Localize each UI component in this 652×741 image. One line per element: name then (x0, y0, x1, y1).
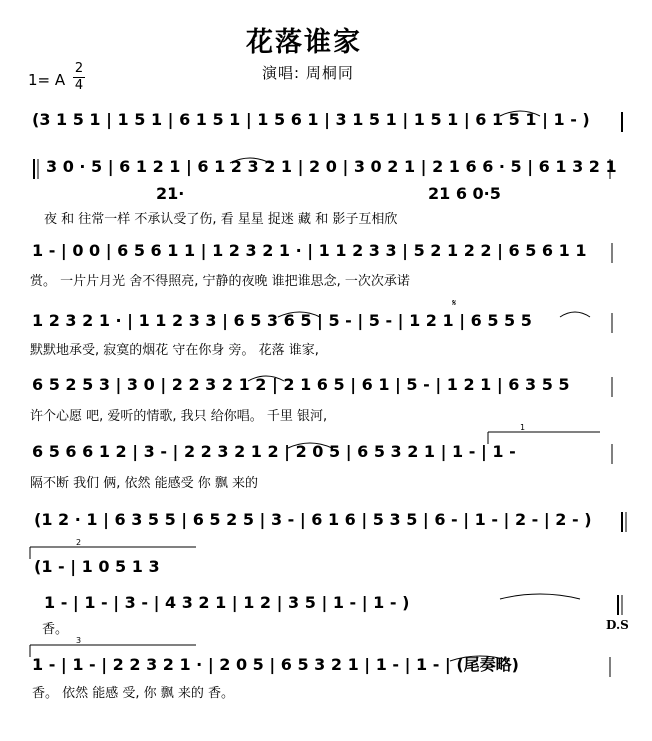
lyric-line-3: 默默地承受, 寂寞的烟花 守在你身 旁。 花落 谁家, (30, 343, 319, 358)
notation-line: (3 1 5 1 | 1 5 1 | 6 1 5 1 | 1 5 6 1 | 3 1 5 1 | 1 5 1 | 6 1 5 1 | 1 - ) (32, 110, 590, 129)
harmony-line: 21· 21 6 0·5 (156, 184, 501, 203)
lyric-line-4: 许个心愿 吧, 爱听的情歌, 我只 给你唱。 千里 银河, (30, 409, 328, 424)
notation-system-7 (0, 510, 652, 534)
key-signature: 1= A (28, 71, 66, 89)
notation-line: (1 - | 1 0 5 1 3 (34, 557, 160, 576)
notation-line: 1 - | 0 0 | 6 5 6 1 1 | 1 2 3 2 1 · | 1 1 2 3 3 | 5 2 1 2 2 | 6 5 6 1 1 (32, 241, 587, 260)
segno-sign: 𝄋 (452, 298, 457, 309)
lyric-line-2: 赏。 一片片月光 舍不得照亮, 宁静的夜晚 谁把谁思念, 一次次承诺 (30, 274, 410, 289)
notation-system-10 (0, 636, 652, 679)
notation-line: (1 2 · 1 | 6 3 5 5 | 6 5 2 5 | 3 - | 6 1 6 | 5 3 5 | 6 - | 1 - | 2 - | 2 - ) (34, 510, 592, 529)
notation-line: 6 5 2 5 3 | 3 0 | 2 2 3 2 1 2 | 2 1 6 5 | 6 1 | 5 - | 1 2 1 | 6 3 5 5 (32, 375, 570, 394)
ds-marking: D.S (606, 618, 629, 632)
notation-line: 1 2 3 2 1 · | 1 1 2 3 3 | 6 5 3 6 5 | 5 - | 5 - | 1 2 1 | 6 5 5 5 (32, 311, 532, 330)
time-numerator: 2 (74, 61, 84, 76)
notation-line: 1 - | 1 - | 3 - | 4 3 2 1 | 1 2 | 3 5 | 1 - | 1 - ) (44, 593, 410, 612)
notation-system-2 (0, 157, 652, 181)
notation-system-9 (0, 593, 652, 617)
volta-2-label: 2 (76, 538, 82, 547)
notation-line: 1 - | 1 - | 2 2 3 2 1 · | 2 0 5 | 6 5 3 2 1 | 1 - | 1 - | (尾奏略) (32, 655, 519, 674)
volta-3-label: 3 (76, 636, 82, 645)
notation-system-8 (0, 538, 652, 581)
notation-system-5 (0, 375, 652, 399)
song-title: 花落谁家 (246, 27, 362, 58)
volta-1-label: 1 (520, 423, 526, 432)
notation-system-3 (0, 241, 652, 265)
notation-line: 6 5 6 6 1 2 | 3 - | 2 2 3 2 1 2 | 2 0 5 | 6 5 3 2 1 | 1 - | 1 - (32, 442, 516, 461)
notation-system-1 (0, 110, 652, 134)
notation-system-6 (0, 423, 652, 466)
notation-system-4 (0, 311, 652, 335)
lyric-line-6: 香。 (42, 622, 69, 637)
lyric-line-7: 香。 依然 能感 受, 你 飘 来的 香。 (32, 686, 235, 701)
singer-credit: 演唱: 周桐同 (262, 64, 354, 82)
lyric-line-1: 夜 和 往常一样 不承认受了伤, 看 星星 捉迷 藏 和 影子互相欣 (44, 212, 398, 227)
notation-line: 3 0 · 5 | 6 1 2 1 | 6 1 2 3 2 1 | 2 0 | 3 0 2 1 | 2 1 6 6 · 5 | 6 1 3 2 1 (46, 157, 617, 176)
time-denominator: 4 (74, 78, 84, 93)
time-signature (73, 62, 85, 93)
lyric-line-5: 隔不断 我们 俩, 依然 能感受 你 飘 来的 (30, 476, 259, 491)
